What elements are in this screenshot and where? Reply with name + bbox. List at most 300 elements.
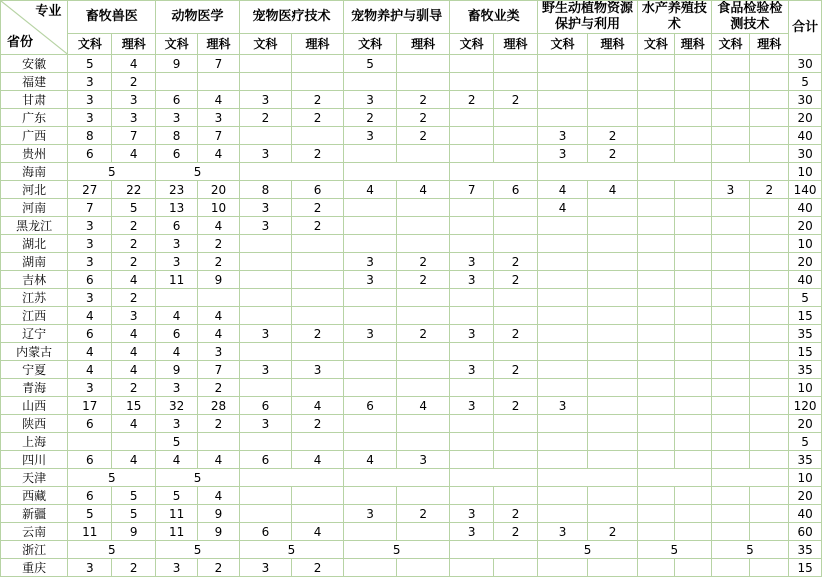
total-cell: 20 xyxy=(789,217,822,235)
value-cell xyxy=(344,289,397,307)
value-cell xyxy=(750,451,789,469)
major-header: 动物医学 xyxy=(156,1,240,34)
total-cell: 10 xyxy=(789,469,822,487)
value-cell xyxy=(750,127,789,145)
value-cell xyxy=(538,379,588,397)
value-cell: 22 xyxy=(112,181,156,199)
province-cell: 上海 xyxy=(1,433,68,451)
value-cell xyxy=(397,145,450,163)
value-cell xyxy=(397,343,450,361)
value-cell xyxy=(397,523,450,541)
value-cell xyxy=(291,487,343,505)
value-cell xyxy=(344,145,397,163)
merged-value-cell: 5 xyxy=(68,469,156,487)
value-cell xyxy=(711,397,750,415)
value-cell: 5 xyxy=(112,487,156,505)
value-cell xyxy=(239,235,291,253)
value-cell: 2 xyxy=(112,217,156,235)
value-cell: 2 xyxy=(112,379,156,397)
value-cell xyxy=(239,253,291,271)
value-cell xyxy=(711,325,750,343)
value-cell xyxy=(750,91,789,109)
value-cell: 32 xyxy=(156,397,198,415)
value-cell: 11 xyxy=(68,523,112,541)
value-cell: 3 xyxy=(711,181,750,199)
total-cell: 5 xyxy=(789,73,822,91)
value-cell xyxy=(538,505,588,523)
subheader-wenke: 文科 xyxy=(344,34,397,55)
value-cell: 3 xyxy=(344,127,397,145)
value-cell xyxy=(538,235,588,253)
value-cell: 5 xyxy=(344,55,397,73)
merged-value-cell xyxy=(638,163,712,181)
value-cell: 4 xyxy=(68,361,112,379)
value-cell: 3 xyxy=(239,361,291,379)
value-cell xyxy=(538,55,588,73)
value-cell: 2 xyxy=(198,559,240,577)
value-cell xyxy=(750,199,789,217)
province-cell: 湖北 xyxy=(1,235,68,253)
value-cell xyxy=(494,55,538,73)
total-cell: 40 xyxy=(789,127,822,145)
merged-value-cell xyxy=(239,163,343,181)
value-cell xyxy=(344,523,397,541)
value-cell: 4 xyxy=(198,145,240,163)
value-cell xyxy=(638,451,675,469)
major-header: 宠物医疗技术 xyxy=(239,1,343,34)
value-cell: 2 xyxy=(112,253,156,271)
value-cell xyxy=(291,307,343,325)
value-cell xyxy=(588,307,638,325)
value-cell xyxy=(291,505,343,523)
value-cell: 2 xyxy=(750,181,789,199)
value-cell: 2 xyxy=(494,253,538,271)
merged-value-cell: 5 xyxy=(68,541,156,559)
value-cell: 4 xyxy=(112,361,156,379)
value-cell xyxy=(750,271,789,289)
value-cell xyxy=(638,289,675,307)
value-cell xyxy=(198,433,240,451)
value-cell xyxy=(638,109,675,127)
value-cell xyxy=(588,559,638,577)
value-cell xyxy=(750,109,789,127)
value-cell xyxy=(538,289,588,307)
value-cell xyxy=(674,559,711,577)
value-cell xyxy=(450,199,494,217)
subheader-wenke: 文科 xyxy=(638,34,675,55)
value-cell: 9 xyxy=(112,523,156,541)
value-cell xyxy=(750,433,789,451)
value-cell: 4 xyxy=(291,451,343,469)
value-cell: 3 xyxy=(291,361,343,379)
value-cell xyxy=(588,505,638,523)
value-cell xyxy=(750,361,789,379)
province-cell: 广西 xyxy=(1,127,68,145)
value-cell xyxy=(638,343,675,361)
value-cell xyxy=(450,307,494,325)
value-cell xyxy=(450,289,494,307)
province-cell: 江苏 xyxy=(1,289,68,307)
value-cell: 5 xyxy=(68,55,112,73)
table-row xyxy=(1,289,822,307)
major-header: 食品检验检测技术 xyxy=(711,1,789,34)
total-cell: 60 xyxy=(789,523,822,541)
province-cell: 福建 xyxy=(1,73,68,91)
value-cell xyxy=(291,73,343,91)
value-cell: 4 xyxy=(112,343,156,361)
value-cell xyxy=(750,415,789,433)
value-cell xyxy=(711,433,750,451)
subheader-wenke: 文科 xyxy=(538,34,588,55)
table-row xyxy=(1,73,822,91)
value-cell xyxy=(674,235,711,253)
province-cell: 湖南 xyxy=(1,253,68,271)
major-header: 水产养殖技术 xyxy=(638,1,712,34)
value-cell: 2 xyxy=(291,109,343,127)
value-cell xyxy=(588,397,638,415)
value-cell: 3 xyxy=(239,415,291,433)
value-cell xyxy=(538,361,588,379)
merged-value-cell: 5 xyxy=(156,469,240,487)
value-cell xyxy=(588,433,638,451)
value-cell: 5 xyxy=(68,505,112,523)
value-cell xyxy=(494,289,538,307)
value-cell: 4 xyxy=(344,451,397,469)
value-cell xyxy=(711,127,750,145)
total-cell: 35 xyxy=(789,325,822,343)
table-row xyxy=(1,127,822,145)
value-cell xyxy=(397,217,450,235)
province-cell: 青海 xyxy=(1,379,68,397)
value-cell: 3 xyxy=(538,127,588,145)
value-cell xyxy=(638,433,675,451)
value-cell xyxy=(239,271,291,289)
value-cell: 11 xyxy=(156,271,198,289)
value-cell xyxy=(538,271,588,289)
corner-label-major: 专业 xyxy=(35,4,62,19)
value-cell: 2 xyxy=(397,91,450,109)
table-row xyxy=(1,145,822,163)
table-row xyxy=(1,307,822,325)
table-row xyxy=(1,91,822,109)
value-cell xyxy=(291,55,343,73)
value-cell xyxy=(674,361,711,379)
value-cell xyxy=(450,433,494,451)
value-cell: 2 xyxy=(198,253,240,271)
value-cell xyxy=(397,289,450,307)
value-cell: 2 xyxy=(291,325,343,343)
value-cell: 6 xyxy=(68,451,112,469)
value-cell xyxy=(344,361,397,379)
value-cell xyxy=(450,127,494,145)
value-cell xyxy=(750,73,789,91)
value-cell: 3 xyxy=(156,253,198,271)
value-cell xyxy=(711,361,750,379)
value-cell: 3 xyxy=(344,253,397,271)
value-cell xyxy=(538,325,588,343)
value-cell xyxy=(239,289,291,307)
value-cell xyxy=(674,289,711,307)
subheader-wenke: 文科 xyxy=(450,34,494,55)
value-cell xyxy=(711,253,750,271)
value-cell: 3 xyxy=(538,523,588,541)
merged-value-cell: 5 xyxy=(156,541,240,559)
merged-value-cell xyxy=(538,163,638,181)
table-row xyxy=(1,343,822,361)
value-cell xyxy=(750,523,789,541)
value-cell: 3 xyxy=(112,91,156,109)
value-cell xyxy=(674,271,711,289)
value-cell: 3 xyxy=(68,235,112,253)
value-cell: 6 xyxy=(156,217,198,235)
value-cell xyxy=(344,235,397,253)
value-cell: 3 xyxy=(156,379,198,397)
table-row xyxy=(1,109,822,127)
table-row xyxy=(1,451,822,469)
value-cell xyxy=(588,343,638,361)
major-header: 畜牧业类 xyxy=(450,1,538,34)
value-cell xyxy=(450,145,494,163)
value-cell: 3 xyxy=(239,199,291,217)
value-cell xyxy=(588,55,638,73)
province-cell: 内蒙古 xyxy=(1,343,68,361)
value-cell xyxy=(711,451,750,469)
value-cell xyxy=(638,217,675,235)
value-cell xyxy=(674,415,711,433)
value-cell xyxy=(638,55,675,73)
value-cell: 2 xyxy=(397,505,450,523)
value-cell: 2 xyxy=(291,91,343,109)
value-cell xyxy=(344,487,397,505)
value-cell: 3 xyxy=(68,91,112,109)
value-cell: 3 xyxy=(68,289,112,307)
value-cell xyxy=(494,487,538,505)
province-cell: 辽宁 xyxy=(1,325,68,343)
value-cell xyxy=(588,235,638,253)
value-cell: 2 xyxy=(291,559,343,577)
value-cell xyxy=(750,505,789,523)
total-cell: 30 xyxy=(789,91,822,109)
value-cell xyxy=(588,217,638,235)
total-cell: 5 xyxy=(789,433,822,451)
value-cell xyxy=(750,325,789,343)
value-cell: 2 xyxy=(494,397,538,415)
value-cell: 4 xyxy=(156,451,198,469)
value-cell xyxy=(588,199,638,217)
value-cell xyxy=(711,487,750,505)
total-cell: 10 xyxy=(789,379,822,397)
total-cell: 15 xyxy=(789,343,822,361)
value-cell: 3 xyxy=(239,145,291,163)
value-cell xyxy=(674,127,711,145)
value-cell: 6 xyxy=(156,91,198,109)
value-cell xyxy=(494,145,538,163)
value-cell: 4 xyxy=(68,307,112,325)
value-cell xyxy=(494,451,538,469)
value-cell xyxy=(494,235,538,253)
value-cell: 5 xyxy=(156,433,198,451)
table-row xyxy=(1,361,822,379)
value-cell xyxy=(291,235,343,253)
value-cell: 9 xyxy=(156,55,198,73)
value-cell xyxy=(397,415,450,433)
subheader-wenke: 文科 xyxy=(239,34,291,55)
value-cell xyxy=(711,379,750,397)
total-cell: 30 xyxy=(789,55,822,73)
value-cell: 6 xyxy=(68,415,112,433)
value-cell xyxy=(450,343,494,361)
value-cell xyxy=(344,199,397,217)
value-cell xyxy=(239,343,291,361)
value-cell xyxy=(674,73,711,91)
province-cell: 广东 xyxy=(1,109,68,127)
value-cell xyxy=(344,73,397,91)
value-cell: 3 xyxy=(450,253,494,271)
table-row xyxy=(1,433,822,451)
value-cell xyxy=(711,199,750,217)
value-cell xyxy=(750,379,789,397)
value-cell: 3 xyxy=(68,559,112,577)
value-cell: 6 xyxy=(494,181,538,199)
table-row xyxy=(1,487,822,505)
total-cell: 30 xyxy=(789,145,822,163)
value-cell: 2 xyxy=(588,145,638,163)
value-cell xyxy=(638,397,675,415)
value-cell xyxy=(239,433,291,451)
value-cell xyxy=(711,109,750,127)
value-cell xyxy=(750,307,789,325)
province-cell: 海南 xyxy=(1,163,68,181)
table-row xyxy=(1,397,822,415)
value-cell: 15 xyxy=(112,397,156,415)
value-cell: 2 xyxy=(397,127,450,145)
province-cell: 贵州 xyxy=(1,145,68,163)
value-cell xyxy=(239,505,291,523)
value-cell: 3 xyxy=(450,397,494,415)
value-cell: 3 xyxy=(538,397,588,415)
value-cell xyxy=(750,55,789,73)
value-cell: 2 xyxy=(588,523,638,541)
value-cell xyxy=(538,433,588,451)
value-cell: 4 xyxy=(291,523,343,541)
table-row xyxy=(1,379,822,397)
value-cell: 3 xyxy=(344,91,397,109)
value-cell: 5 xyxy=(112,199,156,217)
value-cell xyxy=(711,559,750,577)
major-header: 野生动植物资源保护与利用 xyxy=(538,1,638,34)
province-cell: 甘肃 xyxy=(1,91,68,109)
value-cell: 2 xyxy=(494,271,538,289)
total-cell: 20 xyxy=(789,415,822,433)
value-cell: 4 xyxy=(156,343,198,361)
total-cell: 20 xyxy=(789,253,822,271)
value-cell xyxy=(397,379,450,397)
province-cell: 江西 xyxy=(1,307,68,325)
value-cell xyxy=(397,487,450,505)
total-header: 合计 xyxy=(789,1,822,55)
value-cell xyxy=(291,343,343,361)
value-cell xyxy=(494,415,538,433)
value-cell xyxy=(674,379,711,397)
value-cell: 4 xyxy=(538,199,588,217)
value-cell: 7 xyxy=(198,361,240,379)
value-cell xyxy=(638,361,675,379)
value-cell: 9 xyxy=(198,271,240,289)
value-cell xyxy=(239,127,291,145)
value-cell xyxy=(588,487,638,505)
value-cell xyxy=(538,559,588,577)
value-cell: 6 xyxy=(68,325,112,343)
value-cell xyxy=(674,145,711,163)
value-cell: 4 xyxy=(198,217,240,235)
value-cell: 4 xyxy=(198,451,240,469)
value-cell xyxy=(638,307,675,325)
value-cell xyxy=(588,91,638,109)
value-cell: 2 xyxy=(397,325,450,343)
value-cell: 3 xyxy=(397,451,450,469)
value-cell xyxy=(397,73,450,91)
value-cell: 2 xyxy=(239,109,291,127)
value-cell xyxy=(450,379,494,397)
value-cell: 3 xyxy=(112,109,156,127)
table-row xyxy=(1,415,822,433)
table-row xyxy=(1,559,822,577)
value-cell: 8 xyxy=(239,181,291,199)
total-cell: 10 xyxy=(789,163,822,181)
value-cell xyxy=(588,451,638,469)
value-cell xyxy=(638,91,675,109)
value-cell xyxy=(494,109,538,127)
value-cell xyxy=(588,271,638,289)
value-cell xyxy=(344,433,397,451)
value-cell xyxy=(538,91,588,109)
value-cell: 10 xyxy=(198,199,240,217)
value-cell xyxy=(674,217,711,235)
value-cell xyxy=(344,217,397,235)
value-cell xyxy=(674,523,711,541)
value-cell xyxy=(674,433,711,451)
subheader-like: 理科 xyxy=(494,34,538,55)
value-cell xyxy=(538,487,588,505)
value-cell: 3 xyxy=(450,505,494,523)
value-cell: 6 xyxy=(156,145,198,163)
value-cell: 3 xyxy=(198,109,240,127)
province-cell: 云南 xyxy=(1,523,68,541)
value-cell xyxy=(239,73,291,91)
total-cell: 40 xyxy=(789,505,822,523)
value-cell: 7 xyxy=(68,199,112,217)
value-cell xyxy=(494,127,538,145)
province-cell: 山西 xyxy=(1,397,68,415)
value-cell: 3 xyxy=(239,325,291,343)
value-cell xyxy=(344,343,397,361)
value-cell xyxy=(538,451,588,469)
merged-value-cell xyxy=(239,469,343,487)
value-cell: 2 xyxy=(198,379,240,397)
value-cell: 3 xyxy=(344,271,397,289)
province-cell: 天津 xyxy=(1,469,68,487)
merged-value-cell: 5 xyxy=(538,541,638,559)
major-header: 宠物养护与驯导 xyxy=(344,1,450,34)
value-cell: 2 xyxy=(344,109,397,127)
total-cell: 20 xyxy=(789,487,822,505)
value-cell: 6 xyxy=(291,181,343,199)
value-cell: 4 xyxy=(198,91,240,109)
value-cell: 3 xyxy=(156,109,198,127)
value-cell xyxy=(638,523,675,541)
total-cell: 20 xyxy=(789,109,822,127)
province-cell: 浙江 xyxy=(1,541,68,559)
